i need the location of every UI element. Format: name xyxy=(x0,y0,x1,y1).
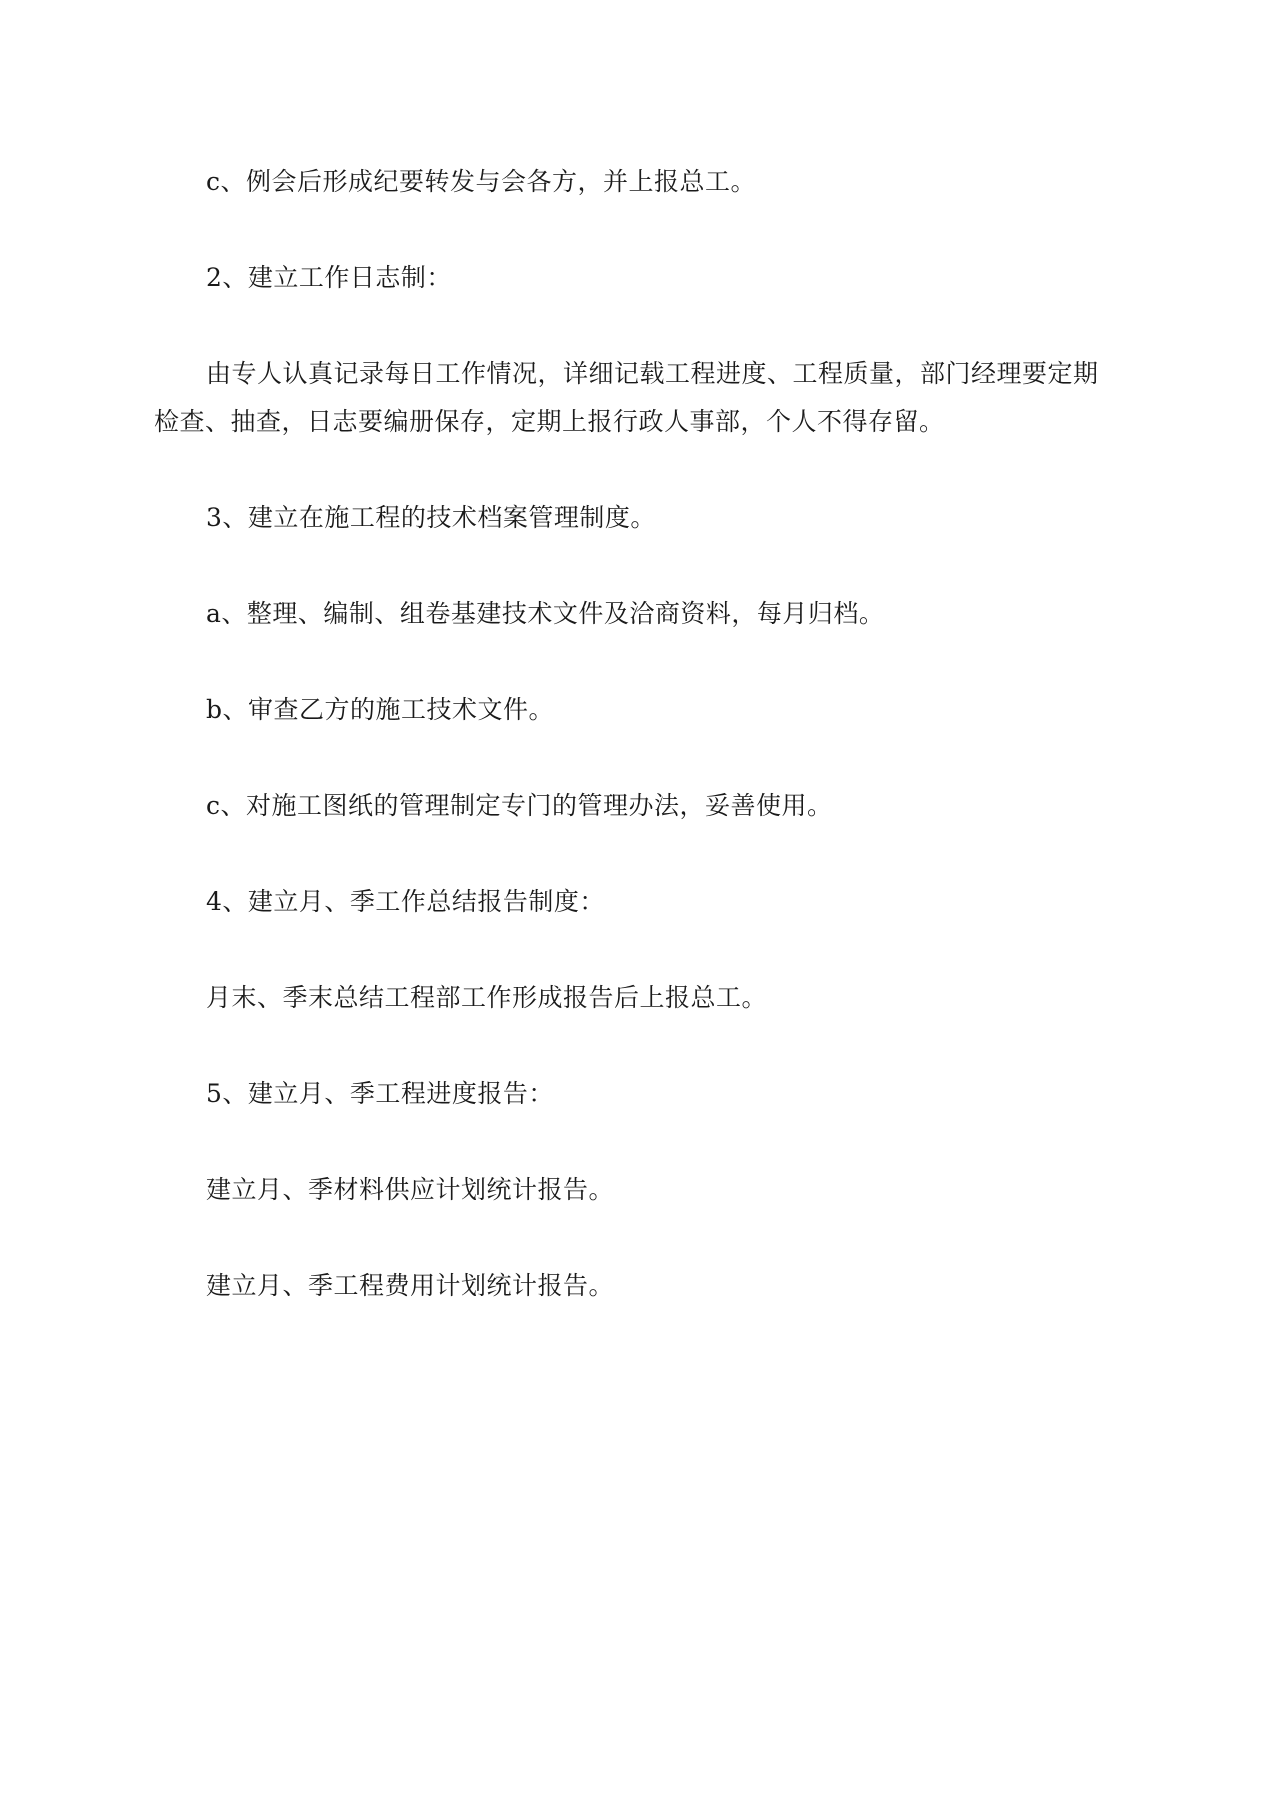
paragraph-archive-a: a、整理、编制、组卷基建技术文件及洽商资料，每月归档。 xyxy=(206,599,885,628)
paragraph-archive-b: b、审查乙方的施工技术文件。 xyxy=(206,695,555,724)
paragraph-cost-report: 建立月、季工程费用计划统计报告。 xyxy=(206,1271,615,1300)
paragraph-meeting-minutes: c、例会后形成纪要转发与会各方，并上报总工。 xyxy=(206,167,757,196)
heading-summary-report: 4、建立月、季工作总结报告制度： xyxy=(206,887,605,916)
heading-technical-archive: 3、建立在施工程的技术档案管理制度。 xyxy=(206,503,656,532)
paragraph-work-log-line-1: 由专人认真记录每日工作情况，详细记载工程进度、工程质量，部门经理要定期 xyxy=(206,359,1099,388)
heading-work-log: 2、建立工作日志制： xyxy=(206,263,452,292)
paragraph-summary-report: 月末、季末总结工程部工作形成报告后上报总工。 xyxy=(206,983,768,1012)
paragraph-material-report: 建立月、季材料供应计划统计报告。 xyxy=(206,1175,615,1204)
heading-progress-report: 5、建立月、季工程进度报告： xyxy=(206,1079,554,1108)
paragraph-archive-c: c、对施工图纸的管理制定专门的管理办法，妥善使用。 xyxy=(206,791,833,820)
paragraph-work-log-line-2: 检查、抽查，日志要编册保存，定期上报行政人事部，个人不得存留。 xyxy=(154,407,945,436)
